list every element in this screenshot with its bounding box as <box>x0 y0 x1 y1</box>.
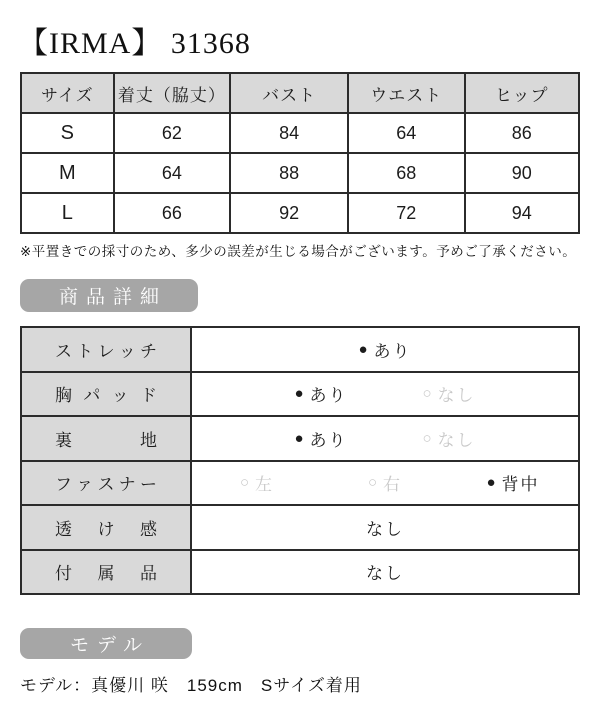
size-table-header-waist: ウエスト <box>348 73 465 113</box>
option-nashi <box>385 426 513 451</box>
detail-row-stretch <box>21 327 579 372</box>
detail-row-accessories <box>21 550 579 595</box>
size-table-header-bust: バスト <box>230 73 348 113</box>
option-label: なし <box>437 430 476 450</box>
radio-selected-icon: ● <box>358 340 368 358</box>
radio-unselected-icon: ○ <box>422 385 432 403</box>
option-ari <box>257 381 385 406</box>
detail-row-chest-pad <box>21 372 579 417</box>
size-cell: L <box>21 193 114 233</box>
option-label: 左 <box>255 475 275 495</box>
detail-value: なし <box>366 519 404 539</box>
detail-row-fastener <box>21 461 579 506</box>
option-label: なし <box>437 386 476 406</box>
detail-row-sheerness <box>21 505 579 550</box>
size-table-row-l <box>21 193 579 233</box>
section-heading-product-details: 商品詳細 <box>20 279 198 312</box>
measurement-cell: 68 <box>348 153 465 193</box>
size-table-header-size: サイズ <box>21 73 114 113</box>
measurement-cell: 62 <box>114 113 231 153</box>
size-table-row-s <box>21 113 579 153</box>
option-label: あり <box>373 341 412 361</box>
measurement-cell: 86 <box>465 113 579 153</box>
size-cell: M <box>21 153 114 193</box>
radio-unselected-icon: ○ <box>367 474 378 492</box>
radio-selected-icon: ● <box>294 385 304 403</box>
option-back <box>449 470 577 495</box>
size-table-header-row <box>21 73 579 113</box>
option-label: あり <box>309 386 348 406</box>
option-ari <box>321 337 449 362</box>
radio-unselected-icon: ○ <box>422 429 432 447</box>
radio-selected-icon: ● <box>486 474 496 492</box>
size-table-header-length: 着丈（脇丈） <box>114 73 231 113</box>
measurement-cell: 94 <box>465 193 579 233</box>
radio-unselected-icon: ○ <box>239 474 250 492</box>
measurement-cell: 92 <box>230 193 348 233</box>
measurement-cell: 72 <box>348 193 465 233</box>
size-table-row-m <box>21 153 579 193</box>
size-table-header-hip: ヒップ <box>465 73 579 113</box>
detail-label: 透け感 <box>55 519 157 539</box>
measurement-cell: 64 <box>348 113 465 153</box>
size-table <box>20 72 580 234</box>
option-label: 右 <box>383 475 403 495</box>
page-title: 【IRMA】 31368 <box>18 27 251 60</box>
detail-row-lining <box>21 416 579 461</box>
detail-label: 裏地 <box>55 430 157 450</box>
detail-label: ファスナー <box>55 475 157 495</box>
radio-selected-icon: ● <box>294 429 304 447</box>
model-info: モデル：真優川 咲 159cm Sサイズ着用 <box>20 676 362 695</box>
measurement-cell: 64 <box>114 153 231 193</box>
section-heading-model: モデル <box>20 628 192 659</box>
product-details-table <box>20 326 580 595</box>
option-ari <box>257 426 385 451</box>
option-right <box>321 470 449 495</box>
measurement-cell: 88 <box>230 153 348 193</box>
detail-label: 付属品 <box>55 564 157 584</box>
option-nashi <box>385 381 513 406</box>
detail-value: なし <box>366 564 404 584</box>
measurement-cell: 66 <box>114 193 231 233</box>
option-label: 背中 <box>501 475 540 495</box>
measurement-note: ※平置きでの採寸のため、多少の誤差が生じる場合がございます。予めご了承ください。 <box>20 244 577 259</box>
size-cell: S <box>21 113 114 153</box>
measurement-cell: 84 <box>230 113 348 153</box>
detail-label: ストレッチ <box>55 341 157 361</box>
detail-label: 胸パッド <box>55 386 157 406</box>
option-left <box>193 470 321 495</box>
measurement-cell: 90 <box>465 153 579 193</box>
option-label: あり <box>309 430 348 450</box>
